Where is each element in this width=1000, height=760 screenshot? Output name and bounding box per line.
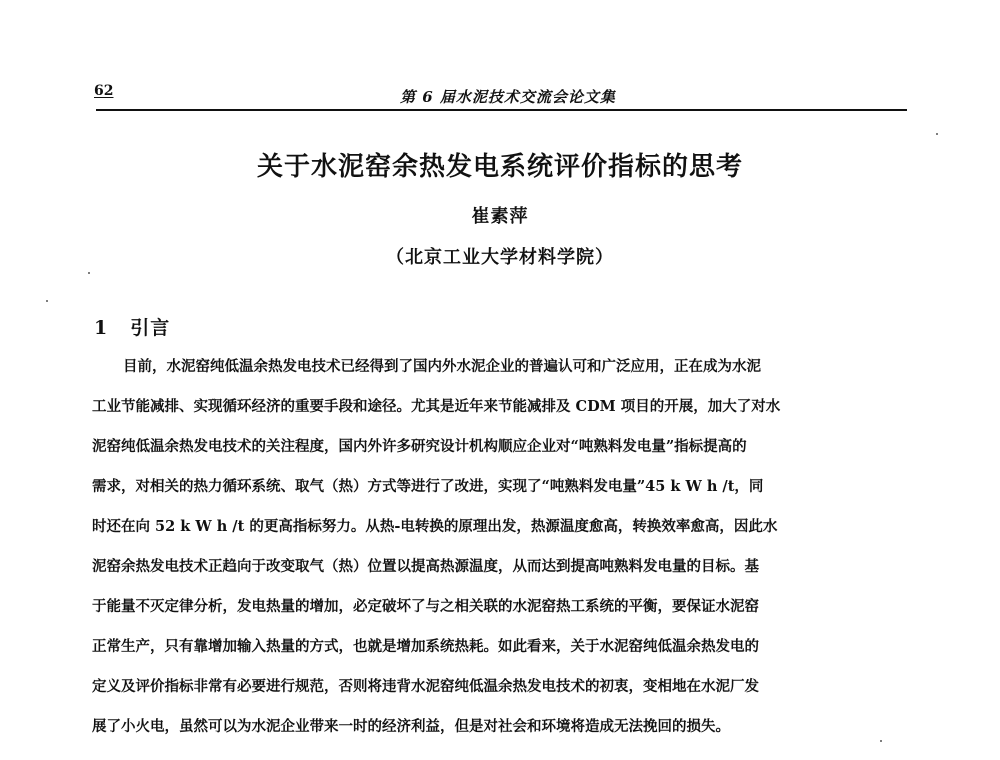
- section-heading: [94, 313, 170, 340]
- scan-speck: [46, 300, 48, 302]
- author-name: 崔素萍: [471, 206, 529, 227]
- paragraph-line: 工业节能减排、实现循环经济的重要手段和途径。尤其是近年来节能减排及 CDM 项目的开展，加大了对水: [92, 398, 781, 415]
- page-number: 62: [94, 83, 114, 99]
- paragraph-line: 展了小火电，虽然可以为水泥企业带来一时的经济利益，但是对社会和环境将造成无法挽回的损失。: [92, 718, 730, 735]
- paragraph-line: 于能量不灭定律分析，发电热量的增加，必定破坏了与之相关联的水泥窑热工系统的平衡，要保证水泥窑: [92, 598, 759, 615]
- paragraph-line: 泥窑纯低温余热发电技术的关注程度，国内外许多研究设计机构顺应企业对“吨熟料发电量”指标提高的: [92, 438, 747, 455]
- paragraph-line: 正常生产，只有靠增加输入热量的方式，也就是增加系统热耗。如此看来，关于水泥窑纯低温余热发电的: [92, 638, 759, 655]
- paragraph-line: 目前，水泥窑纯低温余热发电技术已经得到了国内外水泥企业的普遍认可和广泛应用，正在成为水泥: [123, 358, 761, 375]
- paragraph-line: 泥窑余热发电技术正趋向于改变取气（热）位置以提高热源温度，从而达到提高吨熟料发电量的目标。基: [92, 558, 759, 575]
- author-affiliation: （北京工业大学材料学院）: [386, 247, 614, 268]
- section-body: [92, 347, 910, 747]
- section-number: 1: [94, 317, 109, 339]
- scan-speck: [936, 133, 938, 135]
- scan-speck: [880, 740, 882, 742]
- scan-speck: [88, 272, 90, 274]
- paragraph-line: 时还在向 52 k W h /t 的更高指标努力。从热-电转换的原理出发，热源温度愈高，转换效率愈高，因此水: [92, 518, 778, 535]
- paper-title: 关于水泥窑余热发电系统评价指标的思考: [256, 152, 743, 182]
- header-rule: [96, 109, 907, 111]
- section-title: 引言: [130, 317, 171, 339]
- paragraph-line: 需求，对相关的热力循环系统、取气（热）方式等进行了改进，实现了“吨熟料发电量”45 k W h /t，同: [92, 478, 764, 495]
- running-header: 第 6 届水泥技术交流会论文集: [400, 88, 616, 106]
- paragraph-line: 定义及评价指标非常有必要进行规范，否则将违背水泥窑纯低温余热发电技术的初衷，变相地在水泥厂发: [92, 678, 759, 695]
